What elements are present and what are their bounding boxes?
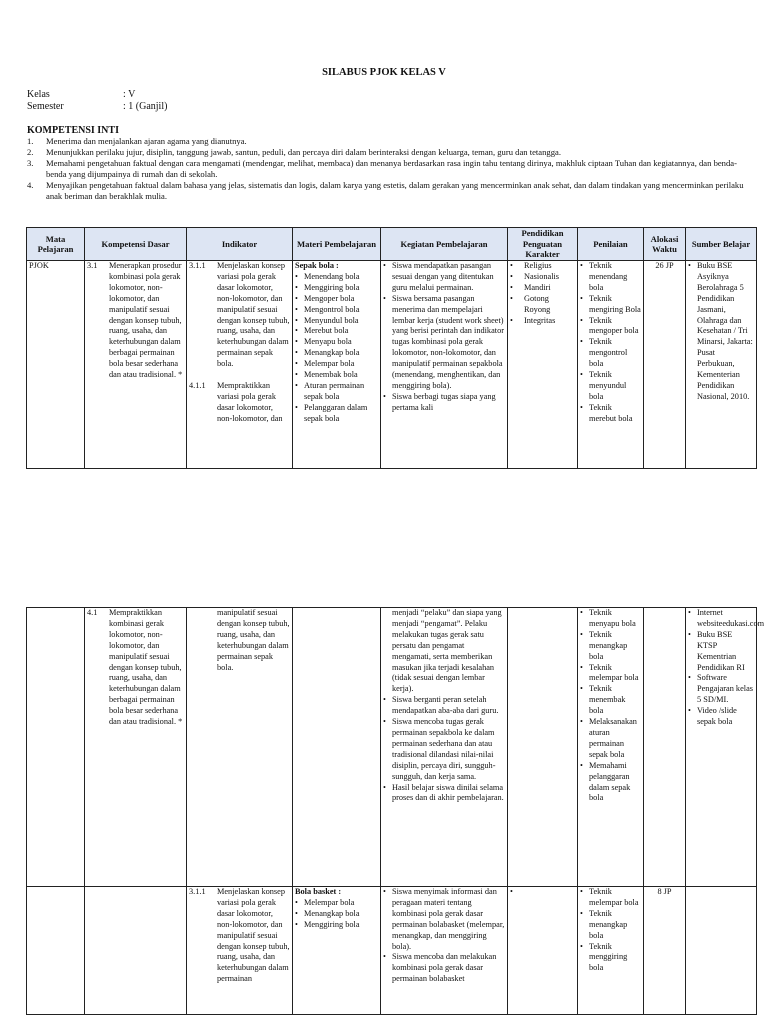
penilaian-cell <box>578 608 644 887</box>
header-alokasi: Alokasi Waktu <box>644 228 686 261</box>
kegiatan-text: menjadi “pelaku” dan siapa yang menjadi “pengamat”. Pelaku melakukan tugas gerak satu persatu dan pengamat mengamati, serta memberikan masukan jika terjadi kesalahan (tidak sesuai dengan lembar kerja). <box>392 608 502 694</box>
list-item: • Mandiri <box>510 283 575 294</box>
kegiatan-list <box>383 887 505 985</box>
list-item: • Teknik mengiring Bola <box>580 294 641 316</box>
header-row <box>27 228 757 261</box>
penilaian-list <box>580 887 641 974</box>
kelas-value: : V <box>123 89 136 100</box>
semester-value: : 1 (Ganjil) <box>123 101 168 112</box>
list-item: • Teknik menendang bola <box>580 261 641 294</box>
table-row <box>27 887 757 1015</box>
list-item: • Siswa bersama pasangan menerima dan mempelajari lembar kerja (student work sheet) yang berisi perintah dan indikator tugas kombinasi pola gerak lokomotor, non-lokomotor, dan manipulatif permainan sepakbola (menendang, menghentikan, dan menggiring bola). <box>383 294 505 392</box>
penilaian-list <box>580 608 641 804</box>
mapel-cell <box>27 608 85 887</box>
semester-label: Semester <box>27 101 64 112</box>
materi-title: Bola basket : <box>295 887 342 896</box>
materi-cell <box>293 887 381 1015</box>
list-item: • Mengoper bola <box>295 294 378 305</box>
penilaian-cell <box>578 887 644 1015</box>
indikator-cell <box>187 261 293 469</box>
header-sumber: Sumber Belajar <box>686 228 757 261</box>
indikator-text: Mempraktikkan variasi pola gerak dasar lokomotor, non-lokomotor, dan <box>217 381 283 423</box>
indikator-cell <box>187 608 293 887</box>
list-item: • Teknik mengontrol bola <box>580 337 641 370</box>
list-item: • Menyundul bola <box>295 316 378 327</box>
indikator-code: 3.1.1 <box>189 261 206 270</box>
list-item: • Menangkap bola <box>295 348 378 359</box>
list-item: • Menggiring bola <box>295 283 378 294</box>
list-item: • Pelanggaran dalam sepak bola <box>295 403 378 425</box>
penilaian-list <box>580 261 641 425</box>
kd-code: 3.1 <box>87 261 98 270</box>
ki-text: Menunjukkan perilaku jujur, disiplin, tanggung jawab, santun, peduli, dan percaya diri dalam berinteraksi dengan keluarga, teman, guru dan tetangga. <box>46 147 561 157</box>
kd-text: Mempraktikkan kombinasi gerak lokomotor, non-lokomotor, dan manipulatif sesuai dengan konsep tubuh, ruang, usaha, dan keterhubungan dalam berbagai permainan bola besar sederhana dan atau tradisional. * <box>109 608 183 727</box>
kegiatan-list <box>383 695 505 804</box>
sumber-cell <box>686 261 757 469</box>
indikator-cell <box>187 887 293 1015</box>
header-penilaian: Penilaian <box>578 228 644 261</box>
materi-list <box>295 272 378 425</box>
list-item: • Software Pengajaran kelas 5 SD/MI. <box>688 673 754 706</box>
sumber-cell <box>686 887 757 1015</box>
semester-row <box>27 101 168 112</box>
list-item: • Menggiring bola <box>295 920 378 931</box>
mapel-cell <box>27 887 85 1015</box>
list-item: • Menangkap bola <box>295 909 378 920</box>
list-item: • Teknik menangkap bola <box>580 909 641 942</box>
list-item: • Teknik menyapu bola <box>580 608 641 630</box>
list-item: • Teknik mengoper bola <box>580 316 641 338</box>
kelas-row <box>27 89 136 100</box>
header-kd: Kompetensi Dasar <box>85 228 187 261</box>
header-indikator: Indikator <box>187 228 293 261</box>
indikator-code: 3.1.1 <box>189 887 206 896</box>
kegiatan-cell <box>381 261 508 469</box>
list-item: • Teknik melempar bola <box>580 887 641 909</box>
ki-text: Memahami pengetahuan faktual dengan cara mengamati (mendengar, melihat, membaca) dan menanya berdasarkan rasa ingin tahu tentang dirinya, makhluk ciptaan Tuhan dan kegiatannya, dan benda-benda yang dijumpainya di rumah dan di sekolah. <box>46 158 737 179</box>
indikator-text: manipulatif sesuai dengan konsep tubuh, ruang, usaha, dan keterhubungan dalam permainan sepak bola. <box>217 608 290 672</box>
list-item: • Menyapu bola <box>295 337 378 348</box>
list-item: • Siswa berganti peran setelah mendapatkan aba-aba dari guru. <box>383 695 505 717</box>
ki-text: Menyajikan pengetahuan faktual dalam bahasa yang jelas, sistematis dan logis, dalam karya yang estetis, dalam gerakan yang mencerminkan anak sehat, dan dalam tindakan yang mencerminkan perilaku anak beriman dan berakhlak mulia. <box>46 180 744 201</box>
list-item: • Buku BSE KTSP Kementrian Pendidikan RI <box>688 630 754 674</box>
list-item: • Merebut bola <box>295 326 378 337</box>
materi-cell <box>293 608 381 887</box>
kegiatan-cell <box>381 887 508 1015</box>
ki-item <box>27 180 747 202</box>
list-item: • Video /slide sepak bola <box>688 706 754 728</box>
materi-list <box>295 898 378 931</box>
table-row <box>27 608 757 887</box>
ki-text: Menerima dan menjalankan ajaran agama yang dianutnya. <box>46 136 247 146</box>
list-item: • Aturan permainan sepak bola <box>295 381 378 403</box>
indikator-code: 4.1.1 <box>189 381 206 391</box>
kd-code: 4.1 <box>87 608 98 617</box>
kd-cell <box>85 887 187 1015</box>
indikator-text: Menjelaskan konsep variasi pola gerak dasar lokomotor, non-lokomotor, dan manipulatif sesuai dengan konsep tubuh, ruang, usaha, dan keterhubungan dalam permainan <box>217 887 290 984</box>
kd-text: Menerapkan prosedur kombinasi pola gerak lokomotor, non-lokomotor, dan manipulatif sesuai dengan konsep tubuh, ruang, usaha, dan keterhubungan dalam berbagai permainan bola besar sederhana dan atau tradisional. * <box>109 261 183 380</box>
list-item: • Teknik menggiring bola <box>580 942 641 975</box>
list-item: • Gotong Royong <box>510 294 575 316</box>
sumber-cell <box>686 608 765 887</box>
table-row <box>27 261 757 469</box>
page-title: SILABUS PJOK KELAS V <box>322 67 446 78</box>
list-item: • Hasil belajar siswa dinilai selama proses dan di akhir pembelajaran. <box>383 783 505 805</box>
penilaian-cell <box>578 261 644 469</box>
kelas-label: Kelas <box>27 89 50 100</box>
ki-number: 2. <box>27 147 34 157</box>
karakter-list <box>510 261 575 326</box>
list-item: • Religius <box>510 261 575 272</box>
karakter-cell <box>508 887 578 1015</box>
list-item: • Siswa berbagi tugas siapa yang pertama kali <box>383 392 505 414</box>
list-item: • Nasionalis <box>510 272 575 283</box>
materi-cell <box>293 261 381 469</box>
alokasi-cell: 8 JP <box>644 887 686 1015</box>
header-karakter: Pendidikan Penguatan Karakter <box>508 228 578 261</box>
sumber-list <box>688 608 765 728</box>
list-item: • Memahami pelanggaran dalam sepak bola <box>580 761 641 805</box>
kegiatan-list <box>383 261 505 414</box>
kd-cell <box>85 261 187 469</box>
list-item: • Siswa menyimak informasi dan peragaan materi tentang kombinasi pola gerak dasar permainan bolabasket (melempar, menangkap, dan menggiring bola). <box>383 887 505 952</box>
syllabus-table-page1 <box>26 227 757 469</box>
materi-title: Sepak bola : <box>295 261 339 270</box>
karakter-cell <box>508 608 578 887</box>
header-kegiatan: Kegiatan Pembelajaran <box>381 228 508 261</box>
header-mapel: Mata Pelajaran <box>27 228 85 261</box>
kompetensi-inti-list <box>27 136 747 202</box>
karakter-cell <box>508 261 578 469</box>
list-item: • Siswa mendapatkan pasangan sesuai dengan yang ditentukan guru melalui permainan. <box>383 261 505 294</box>
list-item: • Siswa mencoba dan melakukan kombinasi pola gerak dasar permainan bolabasket <box>383 952 505 985</box>
list-item: • Teknik menyundul bola <box>580 370 641 403</box>
ki-item <box>27 158 747 180</box>
list-item: • Integritas <box>510 316 575 327</box>
sumber-item: • Buku BSE Asyiknya Berolahraga 5 Pendidikan Jasmani, Olahraga dan Kesehatan / Tri Minarsi, Jakarta: Pusat Perbukuan, Kementerian Pendidikan Nasional, 2010. <box>688 261 754 403</box>
kegiatan-cell <box>381 608 508 887</box>
list-item: • Melaksanakan aturan permainan sepak bola <box>580 717 641 761</box>
list-item: • Internet websiteedukasi.com <box>688 608 754 630</box>
ki-item <box>27 136 747 147</box>
list-item: • Menendang bola <box>295 272 378 283</box>
list-item: • Mengontrol bola <box>295 305 378 316</box>
list-item: • Melempar bola <box>295 898 378 909</box>
list-item: • Siswa mencoba tugas gerak permainan sepakbola ke dalam permainan sederhana dan atau tradisional dilandasi nilai-nilai disiplin, percaya diri, sungguh-sungguh, dan kerja sama. <box>383 717 505 782</box>
kompetensi-inti-heading: KOMPETENSI INTI <box>27 125 119 136</box>
mapel-cell: PJOK <box>27 261 85 469</box>
header-materi: Materi Pembelajaran <box>293 228 381 261</box>
list-item: • Teknik menangkap bola <box>580 630 641 663</box>
list-item: • Teknik menembak bola <box>580 684 641 717</box>
ki-number: 1. <box>27 136 34 146</box>
list-item: • Melempar bola <box>295 359 378 370</box>
alokasi-cell: 26 JP <box>644 261 686 469</box>
ki-number: 3. <box>27 158 34 168</box>
list-item: • Menembak bola <box>295 370 378 381</box>
alokasi-cell <box>644 608 686 887</box>
syllabus-table-page2 <box>26 607 765 1015</box>
ki-number: 4. <box>27 180 34 190</box>
kd-cell <box>85 608 187 887</box>
list-item: • Teknik merebut bola <box>580 403 641 425</box>
indikator-text: Menjelaskan konsep variasi pola gerak dasar lokomotor, non-lokomotor, dan manipulatif sesuai dengan konsep tubuh, ruang, usaha, dan keterhubungan dalam permainan sepak bola. <box>217 261 290 369</box>
list-item: • Teknik melempar bola <box>580 663 641 685</box>
ki-item <box>27 147 747 158</box>
